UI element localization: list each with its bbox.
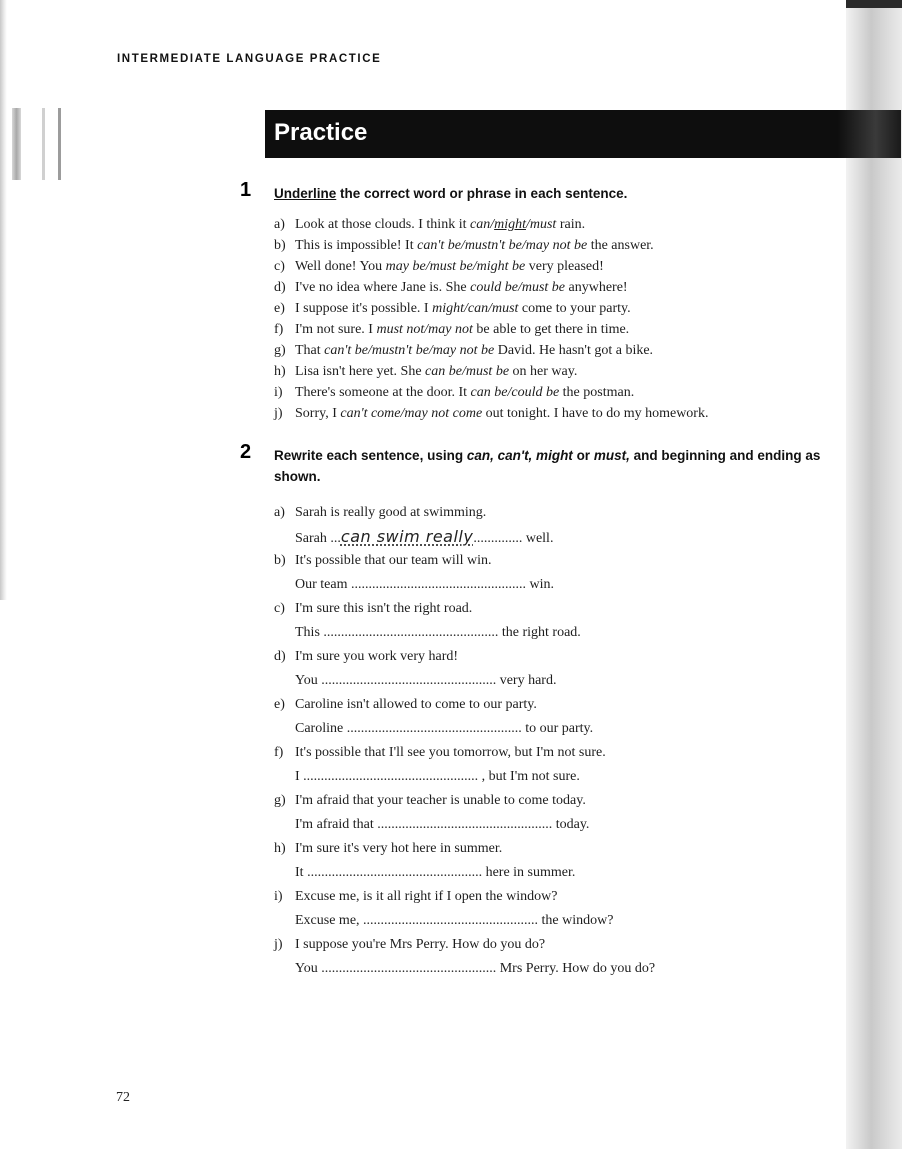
list-item: f) I'm not sure. I must not/may not be able to get there in time. <box>274 322 630 337</box>
list-item: c) Well done! You may be/must be/might be very pleased! <box>274 259 604 274</box>
instruction-text: the correct word or phrase in each sentence. <box>336 186 628 201</box>
answer-blank[interactable]: .................................................. <box>307 865 483 880</box>
running-head: INTERMEDIATE LANGUAGE PRACTICE <box>117 53 382 65</box>
answer-blank[interactable]: .................................................. <box>323 625 499 640</box>
list-item: j) I suppose you're Mrs Perry. How do you do? <box>274 937 546 952</box>
book-spine-shadow <box>846 0 902 1149</box>
exercise-2-list <box>274 501 655 981</box>
exercise-1-list <box>274 214 708 424</box>
item-choice: can't be/mustn't be/may not be <box>324 343 495 358</box>
item-choice: can be/could be <box>470 385 560 400</box>
list-item: h) I'm sure it's very hot here in summer. <box>274 841 503 856</box>
item-choice: may be/must be/might be <box>385 259 526 274</box>
page-number: 72 <box>116 1090 130 1105</box>
answer-line: You .................................................. Mrs Perry. How do you do? <box>295 961 656 976</box>
list-item: b) It's possible that our team will win. <box>274 553 492 568</box>
list-item: d) I'm sure you work very hard! <box>274 649 459 664</box>
answer-blank[interactable]: .................................................. <box>303 769 479 784</box>
list-item: i) Excuse me, is it all right if I open the window? <box>274 889 558 904</box>
list-item: d) I've no idea where Jane is. She could be/must be anywhere! <box>274 280 628 295</box>
underline-keyword: Underline <box>274 186 337 201</box>
list-item: g) I'm afraid that your teacher is unable to come today. <box>274 793 586 808</box>
answer-blank[interactable]: .................................................. <box>363 913 539 928</box>
answer-line: I'm afraid that .................................................. today. <box>295 817 590 832</box>
item-choice: might/can/must <box>432 301 519 316</box>
keyword-modals: can, can't, might <box>466 448 573 463</box>
answer-blank[interactable]: .................................................. <box>377 817 553 832</box>
list-item: e) I suppose it's possible. I might/can/must come to your party. <box>274 301 631 316</box>
item-choice: can be/must be <box>425 364 510 379</box>
answer-blank[interactable]: .................................................. <box>321 961 497 976</box>
item-choice: can't come/may not come <box>340 406 483 421</box>
underlined-answer: might <box>494 217 526 232</box>
answer-blank[interactable]: .................................................. <box>321 673 497 688</box>
section-title-bar <box>265 110 901 158</box>
item-choice: can't be/mustn't be/may not be <box>417 238 588 253</box>
answer-line: Caroline .................................................. to our party. <box>295 721 594 736</box>
answer-line: This .................................................. the right road. <box>295 625 581 640</box>
answer-blank[interactable]: .................................................. <box>346 721 522 736</box>
list-item: c) I'm sure this isn't the right road. <box>274 601 473 616</box>
item-choice: could be/must be <box>470 280 566 295</box>
scan-left-edge <box>0 0 7 600</box>
answer-line: You .................................................. very hard. <box>295 673 557 688</box>
exercise-2-number: 2 <box>240 441 252 463</box>
answer-line: I .................................................. , but I'm not sure. <box>295 769 580 784</box>
section-title: Practice <box>274 119 368 146</box>
list-item: f) It's possible that I'll see you tomorrow, but I'm not sure. <box>274 745 606 760</box>
exercise-1-number: 1 <box>240 179 252 201</box>
keyword-must: must, <box>593 448 630 463</box>
list-item: a) Sarah is really good at swimming. <box>274 505 487 520</box>
item-label: a) <box>274 217 285 232</box>
exercise-1-instruction <box>274 183 834 204</box>
item-text-end: rain. <box>556 217 586 232</box>
book-spine-top <box>846 0 902 8</box>
list-item: i) There's someone at the door. It can be/could be the postman. <box>274 385 635 400</box>
binder-hole-marks <box>12 108 72 180</box>
answer-line: Excuse me, .................................................. the window? <box>295 913 614 928</box>
list-item: j) Sorry, I can't come/may not come out tonight. I have to do my homework. <box>274 406 709 421</box>
answer-line: Our team .................................................. win. <box>295 577 554 592</box>
list-item <box>274 214 708 235</box>
answer-line: Sarah ...can swim really.............. well. <box>295 527 554 546</box>
item-text: Look at those clouds. I think it <box>295 217 470 232</box>
list-item: e) Caroline isn't allowed to come to our party. <box>274 697 537 712</box>
list-item: h) Lisa isn't here yet. She can be/must be on her way. <box>274 364 578 379</box>
list-item: g) That can't be/mustn't be/may not be David. He hasn't got a bike. <box>274 343 654 358</box>
item-choice: can/might/must <box>469 217 557 232</box>
item-choice: must not/may not <box>376 322 473 337</box>
handwritten-answer: can swim really <box>340 527 474 546</box>
exercise-2-instruction: Rewrite each sentence, using can, can't, might or must, and beginning and ending as shown. <box>274 448 821 484</box>
answer-line: It .................................................. here in summer. <box>295 865 576 880</box>
answer-blank[interactable]: .................................................. <box>350 577 526 592</box>
list-item: b) This is impossible! It can't be/mustn't be/may not be the answer. <box>274 238 654 253</box>
